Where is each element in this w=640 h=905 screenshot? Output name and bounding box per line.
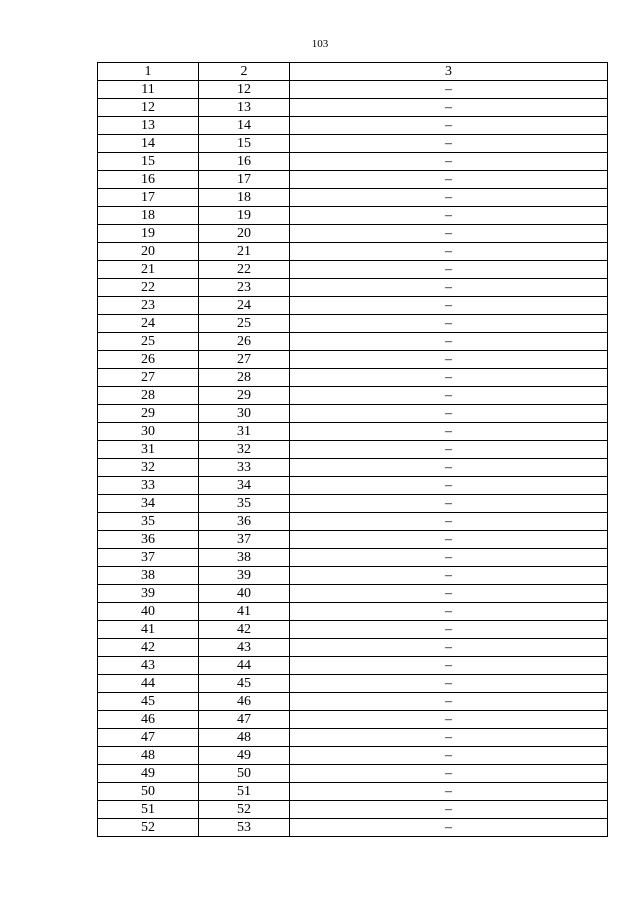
table-cell-col-3: –	[290, 153, 608, 171]
table-cell-col-2: 29	[199, 387, 290, 405]
table-row	[98, 747, 608, 765]
table-row	[98, 567, 608, 585]
table-row	[98, 279, 608, 297]
table-cell-col-2: 38	[199, 549, 290, 567]
table-cell-col-3: –	[290, 531, 608, 549]
table-cell-col-2: 42	[199, 621, 290, 639]
table-cell-col-3: –	[290, 81, 608, 99]
table-cell-col-3: –	[290, 117, 608, 135]
table-row	[98, 657, 608, 675]
table-cell-col-2: 15	[199, 135, 290, 153]
table-row	[98, 135, 608, 153]
page-number: 103	[311, 38, 329, 50]
table-cell-col-1: 35	[98, 513, 199, 531]
table-cell-col-2: 26	[199, 333, 290, 351]
table-cell-col-1: 24	[98, 315, 199, 333]
table-cell-col-1: 48	[98, 747, 199, 765]
table-cell-col-3: –	[290, 315, 608, 333]
table-cell-col-2: 27	[199, 351, 290, 369]
table-row	[98, 207, 608, 225]
table-cell-col-3: –	[290, 351, 608, 369]
table-cell-col-2: 39	[199, 567, 290, 585]
table-cell-col-1: 22	[98, 279, 199, 297]
table-cell-col-2: 33	[199, 459, 290, 477]
table-cell-col-3: –	[290, 99, 608, 117]
table-cell-col-1: 41	[98, 621, 199, 639]
table-cell-col-1: 45	[98, 693, 199, 711]
column-header-3: 3	[290, 63, 608, 81]
table-cell-col-1: 20	[98, 243, 199, 261]
table-row	[98, 297, 608, 315]
table-cell-col-1: 33	[98, 477, 199, 495]
table-cell-col-2: 14	[199, 117, 290, 135]
table-cell-col-1: 13	[98, 117, 199, 135]
table-cell-col-1: 15	[98, 153, 199, 171]
table-cell-col-3: –	[290, 225, 608, 243]
table-cell-col-3: –	[290, 675, 608, 693]
table-cell-col-3: –	[290, 441, 608, 459]
table-cell-col-3: –	[290, 639, 608, 657]
table-cell-col-2: 37	[199, 531, 290, 549]
table-cell-col-2: 28	[199, 369, 290, 387]
table-row	[98, 441, 608, 459]
table-cell-col-3: –	[290, 765, 608, 783]
table-cell-col-1: 21	[98, 261, 199, 279]
table-row	[98, 675, 608, 693]
table-cell-col-3: –	[290, 477, 608, 495]
table-cell-col-2: 32	[199, 441, 290, 459]
table-row	[98, 369, 608, 387]
table-cell-col-2: 17	[199, 171, 290, 189]
table-cell-col-1: 49	[98, 765, 199, 783]
table-cell-col-2: 23	[199, 279, 290, 297]
table-row	[98, 99, 608, 117]
table-row	[98, 81, 608, 99]
table-cell-col-2: 52	[199, 801, 290, 819]
column-header-2: 2	[199, 63, 290, 81]
table-cell-col-1: 46	[98, 711, 199, 729]
table-cell-col-3: –	[290, 171, 608, 189]
table-cell-col-1: 43	[98, 657, 199, 675]
table-cell-col-2: 46	[199, 693, 290, 711]
table-cell-col-2: 41	[199, 603, 290, 621]
data-table	[97, 62, 608, 837]
table-row	[98, 333, 608, 351]
table-cell-col-2: 24	[199, 297, 290, 315]
table-cell-col-2: 44	[199, 657, 290, 675]
table-row	[98, 585, 608, 603]
table-row	[98, 729, 608, 747]
table-row	[98, 639, 608, 657]
table-cell-col-2: 18	[199, 189, 290, 207]
table-cell-col-3: –	[290, 333, 608, 351]
table-cell-col-2: 13	[199, 99, 290, 117]
table-row	[98, 765, 608, 783]
table-cell-col-1: 30	[98, 423, 199, 441]
table-cell-col-1: 26	[98, 351, 199, 369]
table-cell-col-3: –	[290, 711, 608, 729]
table-cell-col-1: 52	[98, 819, 199, 837]
table-cell-col-3: –	[290, 387, 608, 405]
table-cell-col-1: 40	[98, 603, 199, 621]
table-cell-col-3: –	[290, 819, 608, 837]
table-cell-col-3: –	[290, 603, 608, 621]
table-row	[98, 459, 608, 477]
table-cell-col-3: –	[290, 585, 608, 603]
table-cell-col-1: 37	[98, 549, 199, 567]
table-cell-col-2: 20	[199, 225, 290, 243]
table-row	[98, 225, 608, 243]
table-row	[98, 423, 608, 441]
table-cell-col-2: 34	[199, 477, 290, 495]
table-cell-col-1: 39	[98, 585, 199, 603]
table-row	[98, 549, 608, 567]
table-row	[98, 783, 608, 801]
table-cell-col-2: 40	[199, 585, 290, 603]
table-row	[98, 243, 608, 261]
table-row	[98, 171, 608, 189]
table-cell-col-3: –	[290, 279, 608, 297]
table-cell-col-3: –	[290, 459, 608, 477]
table-cell-col-3: –	[290, 405, 608, 423]
table-row	[98, 819, 608, 837]
table-cell-col-1: 44	[98, 675, 199, 693]
table-cell-col-3: –	[290, 657, 608, 675]
table-cell-col-3: –	[290, 369, 608, 387]
table-cell-col-3: –	[290, 693, 608, 711]
table-cell-col-1: 36	[98, 531, 199, 549]
table-cell-col-1: 29	[98, 405, 199, 423]
table-cell-col-2: 21	[199, 243, 290, 261]
table-cell-col-3: –	[290, 423, 608, 441]
table-row	[98, 693, 608, 711]
table-cell-col-1: 12	[98, 99, 199, 117]
table-cell-col-1: 19	[98, 225, 199, 243]
table-cell-col-3: –	[290, 207, 608, 225]
table-row	[98, 405, 608, 423]
table-cell-col-1: 47	[98, 729, 199, 747]
table-cell-col-3: –	[290, 297, 608, 315]
table-cell-col-3: –	[290, 135, 608, 153]
table-cell-col-3: –	[290, 621, 608, 639]
table-row	[98, 189, 608, 207]
table-cell-col-2: 31	[199, 423, 290, 441]
table-row	[98, 711, 608, 729]
table-cell-col-1: 28	[98, 387, 199, 405]
table-cell-col-2: 35	[199, 495, 290, 513]
table-row	[98, 261, 608, 279]
table-cell-col-3: –	[290, 783, 608, 801]
table-row	[98, 495, 608, 513]
table-row	[98, 351, 608, 369]
table-cell-col-1: 18	[98, 207, 199, 225]
table-row	[98, 621, 608, 639]
table-cell-col-3: –	[290, 243, 608, 261]
table-row	[98, 117, 608, 135]
table-cell-col-1: 23	[98, 297, 199, 315]
table-cell-col-3: –	[290, 567, 608, 585]
table-cell-col-3: –	[290, 747, 608, 765]
table-cell-col-2: 48	[199, 729, 290, 747]
table-cell-col-1: 25	[98, 333, 199, 351]
table-cell-col-2: 25	[199, 315, 290, 333]
table-cell-col-3: –	[290, 549, 608, 567]
table-cell-col-2: 36	[199, 513, 290, 531]
table-cell-col-1: 17	[98, 189, 199, 207]
table-cell-col-2: 16	[199, 153, 290, 171]
table-row	[98, 477, 608, 495]
table-cell-col-1: 32	[98, 459, 199, 477]
table-row	[98, 153, 608, 171]
table-cell-col-1: 50	[98, 783, 199, 801]
table-row	[98, 531, 608, 549]
table-cell-col-1: 42	[98, 639, 199, 657]
table-row	[98, 387, 608, 405]
table-cell-col-3: –	[290, 513, 608, 531]
table-cell-col-3: –	[290, 729, 608, 747]
table-cell-col-2: 49	[199, 747, 290, 765]
table-cell-col-3: –	[290, 189, 608, 207]
table-cell-col-1: 27	[98, 369, 199, 387]
table-row	[98, 513, 608, 531]
table-row	[98, 801, 608, 819]
table-cell-col-1: 38	[98, 567, 199, 585]
table-cell-col-3: –	[290, 495, 608, 513]
header-row	[98, 63, 608, 81]
table-cell-col-3: –	[290, 261, 608, 279]
table-cell-col-2: 22	[199, 261, 290, 279]
table-cell-col-2: 50	[199, 765, 290, 783]
table-cell-col-2: 19	[199, 207, 290, 225]
table-cell-col-2: 30	[199, 405, 290, 423]
table-cell-col-2: 43	[199, 639, 290, 657]
table-cell-col-1: 31	[98, 441, 199, 459]
table-cell-col-2: 53	[199, 819, 290, 837]
table-cell-col-2: 51	[199, 783, 290, 801]
table-cell-col-2: 45	[199, 675, 290, 693]
table-body	[98, 81, 608, 837]
column-header-1: 1	[98, 63, 199, 81]
table-cell-col-1: 14	[98, 135, 199, 153]
table-row	[98, 603, 608, 621]
table-cell-col-1: 16	[98, 171, 199, 189]
table-cell-col-2: 12	[199, 81, 290, 99]
table-cell-col-1: 34	[98, 495, 199, 513]
table-row	[98, 315, 608, 333]
table-cell-col-1: 51	[98, 801, 199, 819]
table-cell-col-1: 11	[98, 81, 199, 99]
table-cell-col-3: –	[290, 801, 608, 819]
table-cell-col-2: 47	[199, 711, 290, 729]
